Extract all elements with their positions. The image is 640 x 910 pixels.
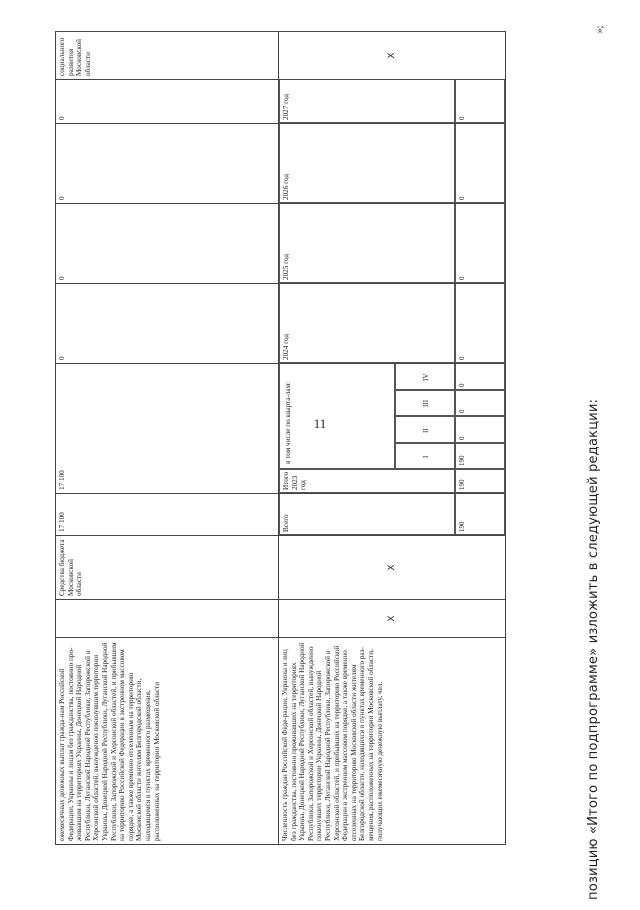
- row1-total: 17 100: [56, 493, 279, 535]
- table-row-payments: [55, 31, 279, 845]
- row1-2025: 0: [56, 203, 279, 283]
- row1-2023: 17 100: [56, 363, 279, 493]
- row2-2023-cell: [279, 363, 505, 493]
- quarter-1-label: I: [422, 455, 430, 458]
- row2-header-2027: 2027 год: [279, 79, 455, 123]
- row1-source: Средства бюджета Московской области: [56, 535, 279, 599]
- row2-header-2026: 2026 год: [279, 123, 455, 203]
- footnote-text: позицию «Итого по подпрограмме» изложить в следующей редакции:: [586, 398, 601, 900]
- row1-responsible: социального развития Московской области: [58, 37, 92, 76]
- program-table: [55, 33, 547, 845]
- quarter-4-value: 0: [455, 363, 505, 390]
- row2-val-2027: 0: [455, 79, 505, 123]
- row2-description: Численность граждан Российской Феде-рации, Украины и лиц без гражданства, постоянно проживавших на территориях Украины, Донецкой Народной Республики, Луганской Народной Республики, Запорожской и Херсонской областей, вынужденно покинувших территории Украины, Донецкой Народной Республики, Луганской Народной Республики, Запорожской и Херсонской областей, и прибывших на территорию Российской Федерации в экстренном массовом порядке, а также временно отселенных на территорию Московской области жителям Белгородской области, находящихся в пунктах временного раз-мещения, расположенных на территории Московской области, получающих ежемесячную денежную выплату, чел.: [279, 637, 505, 844]
- row1-description: ежемесячных денежных выплат гражда-нам Российской Федерации, Украины и лицам без гражданства, постоянно про-живавшим на территориях Украины, Донецкой Народной Республики, Луганской Народной Республики, Запорожской и Херсонской областей, вынужденно покинувшим территории Украины, Донецкой Народной Республики, Луганской Народной Республики, Запорожской и Херсонской областей, и прибывшим на территорию Российской Федерации в экстренном массовом порядке, а также временно отселенным на территорию Московской области жителям Белгородской области, находящимся в пунктах временного размещения, расположенных на территории Московской области: [56, 637, 279, 844]
- row1-number-cell: [56, 599, 279, 637]
- row1-2026: 0: [56, 123, 279, 203]
- quarter-3-value: 0: [455, 390, 505, 416]
- closing-quote-mark: »;: [594, 25, 606, 34]
- row2-total-cell: [279, 493, 505, 535]
- row2-number-mark: X: [386, 615, 397, 622]
- row1-2024: 0: [56, 283, 279, 363]
- quarter-3-label: III: [422, 399, 430, 407]
- row2-val-total: 190: [455, 493, 505, 535]
- row2-header-2024: 2024 год: [279, 283, 455, 363]
- row2-source-mark: X: [386, 564, 397, 571]
- row2-responsible-mark: X: [386, 52, 397, 59]
- quarter-4-label: IV: [422, 373, 430, 381]
- quarter-1-value: 190: [455, 443, 505, 469]
- row2-quarters-caption: в том числе по кварта-лам:: [279, 363, 395, 469]
- row1-2027: 0: [56, 79, 279, 123]
- row2-header-itogo: Итого 2023 год: [279, 469, 455, 493]
- quarter-2-label: II: [422, 428, 430, 433]
- quarter-2-value: 0: [455, 416, 505, 443]
- page-number: 11: [313, 416, 327, 431]
- row2-val-2025: 0: [455, 203, 505, 283]
- table-row-recipients: [278, 31, 506, 845]
- row2-val-itogo: 190: [455, 469, 505, 493]
- footnote-container: [586, 398, 606, 910]
- row2-header-total: Всего: [279, 493, 455, 535]
- row2-val-2026: 0: [455, 123, 505, 203]
- row2-val-2024: 0: [455, 283, 505, 363]
- row2-header-2025: 2025 год: [279, 203, 455, 283]
